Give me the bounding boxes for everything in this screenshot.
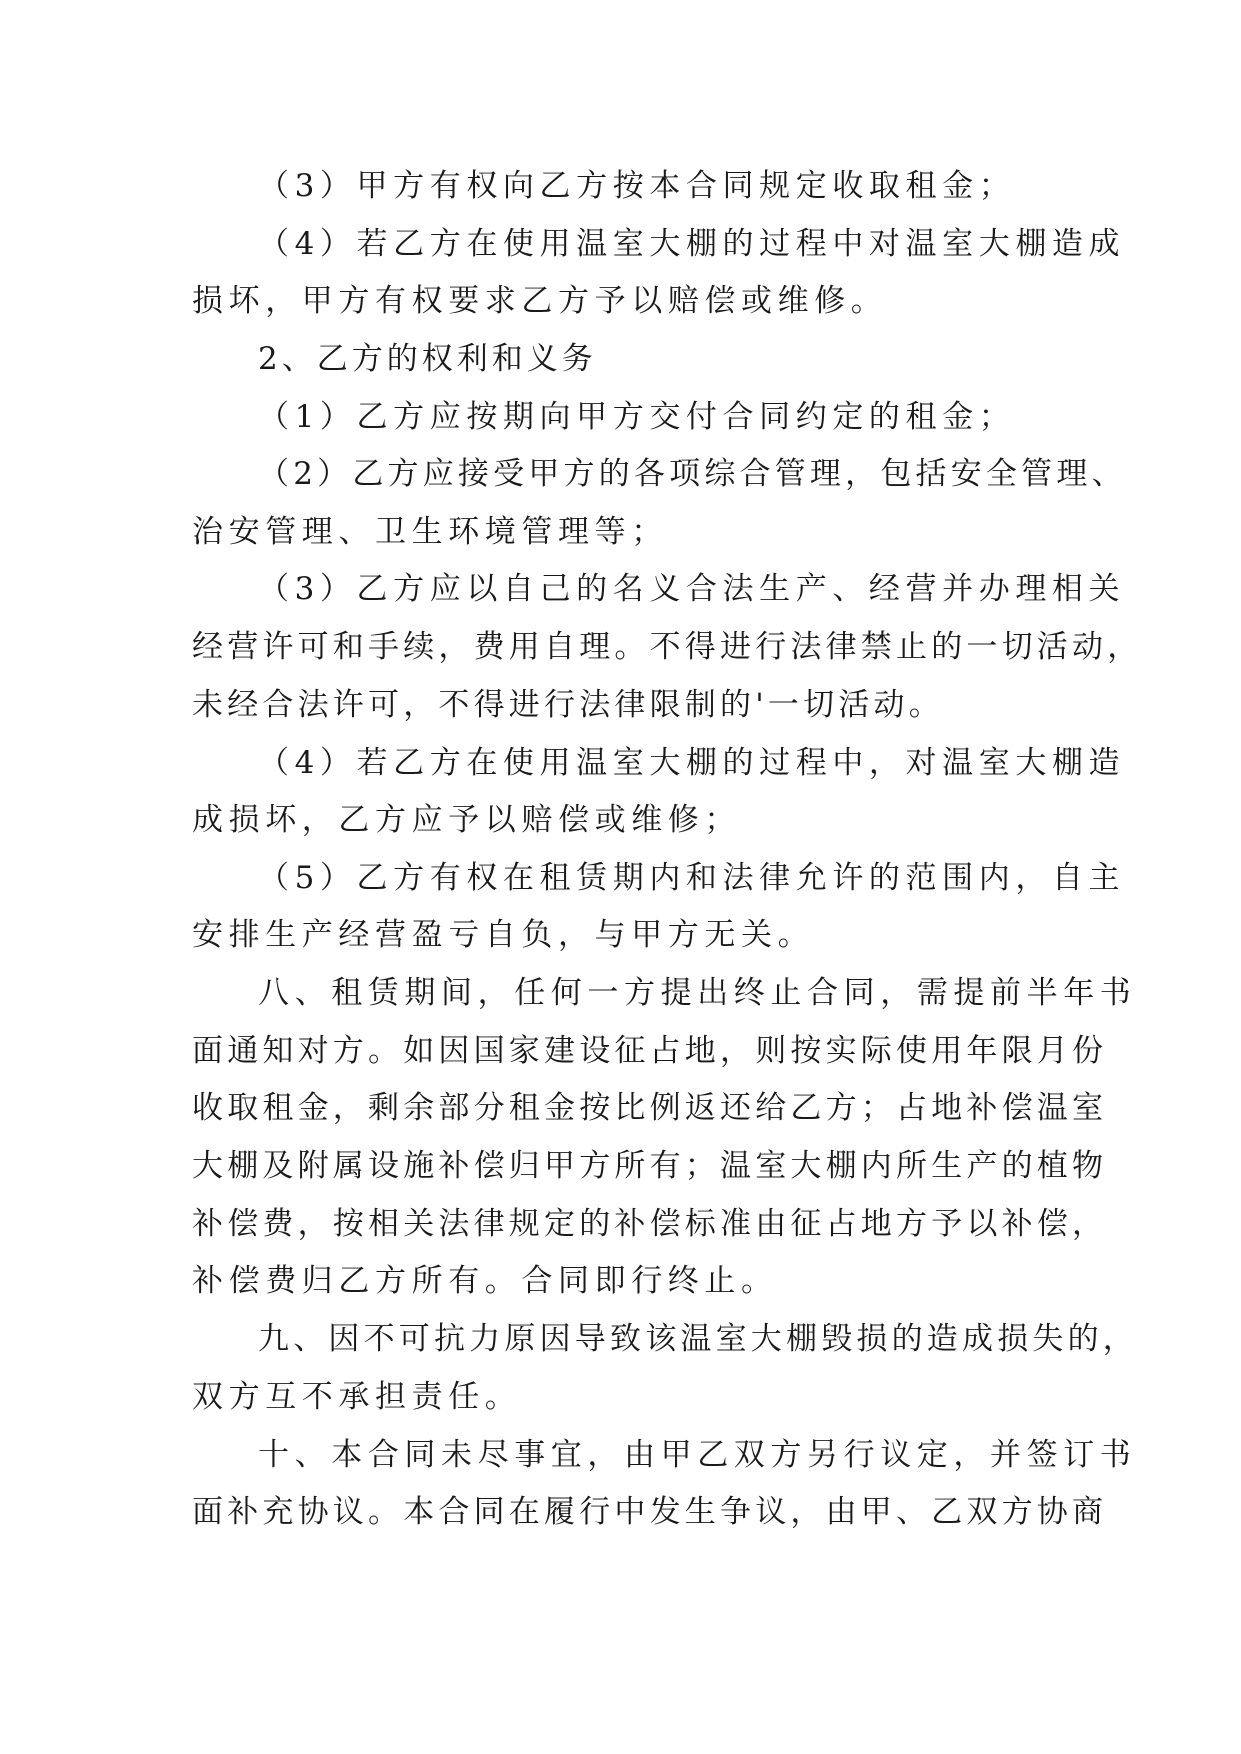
article-8-line-5: 补偿费，按相关法律规定的补偿标准由征占地方予以补偿， <box>192 1206 1108 1242</box>
clause-2-4-line-1: （4）若乙方在使用温室大棚的过程中，对温室大棚造 <box>258 745 1126 781</box>
clause-2-4-line-2: 成损坏，乙方应予以赔偿或维修； <box>192 802 741 838</box>
clause-1-3: （3）甲方有权向乙方按本合同规定收取租金； <box>258 168 1016 204</box>
clause-1-4-line-2: 损坏，甲方有权要求乙方予以赔偿或维修。 <box>192 283 888 319</box>
section-2-heading: 2、乙方的权利和义务 <box>258 341 597 377</box>
article-8-line-6: 补偿费归乙方所有。合同即行终止。 <box>192 1263 778 1299</box>
clause-2-1: （1）乙方应按期向甲方交付合同约定的租金； <box>258 399 1016 435</box>
article-10-line-1: 十、本合同未尽事宜，由甲乙双方另行议定，并签订书 <box>258 1437 1137 1473</box>
article-8-line-1: 八、租赁期间，任何一方提出终止合同，需提前半年书 <box>258 975 1137 1011</box>
clause-1-4-line-1: （4）若乙方在使用温室大棚的过程中对温室大棚造成 <box>258 226 1126 262</box>
article-10-line-2: 面补充协议。本合同在履行中发生争议，由甲、乙双方协商 <box>192 1494 1108 1530</box>
article-9-line-2: 双方互不承担责任。 <box>192 1379 522 1415</box>
clause-2-3-line-1: （3）乙方应以自己的名义合法生产、经营并办理相关 <box>258 571 1126 607</box>
article-8-line-4: 大棚及附属设施补偿归甲方所有；温室大棚内所生产的植物 <box>192 1148 1108 1184</box>
article-8-line-3: 收取租金，剩余部分租金按比例返还给乙方；占地补偿温室 <box>192 1090 1108 1126</box>
clause-2-3-line-2: 经营许可和手续，费用自理。不得进行法律禁止的一切活动， <box>192 629 1143 665</box>
clause-2-2-line-1: （2）乙方应接受甲方的各项综合管理，包括安全管理、 <box>258 456 1127 492</box>
article-9-line-1: 九、因不可抗力原因导致该温室大棚毁损的造成损失的， <box>258 1321 1138 1357</box>
clause-2-5-line-2: 安排生产经营盈亏自负，与甲方无关。 <box>192 917 815 953</box>
article-8-line-2: 面通知对方。如因国家建设征占地，则按实际使用年限月份 <box>192 1033 1108 1069</box>
clause-2-5-line-1: （5）乙方有权在租赁期内和法律允许的范围内，自主 <box>258 860 1126 896</box>
clause-2-2-line-2: 治安管理、卫生环境管理等； <box>192 514 668 550</box>
clause-2-3-line-3: 未经合法许可，不得进行法律限制的'一切活动。 <box>192 687 944 723</box>
